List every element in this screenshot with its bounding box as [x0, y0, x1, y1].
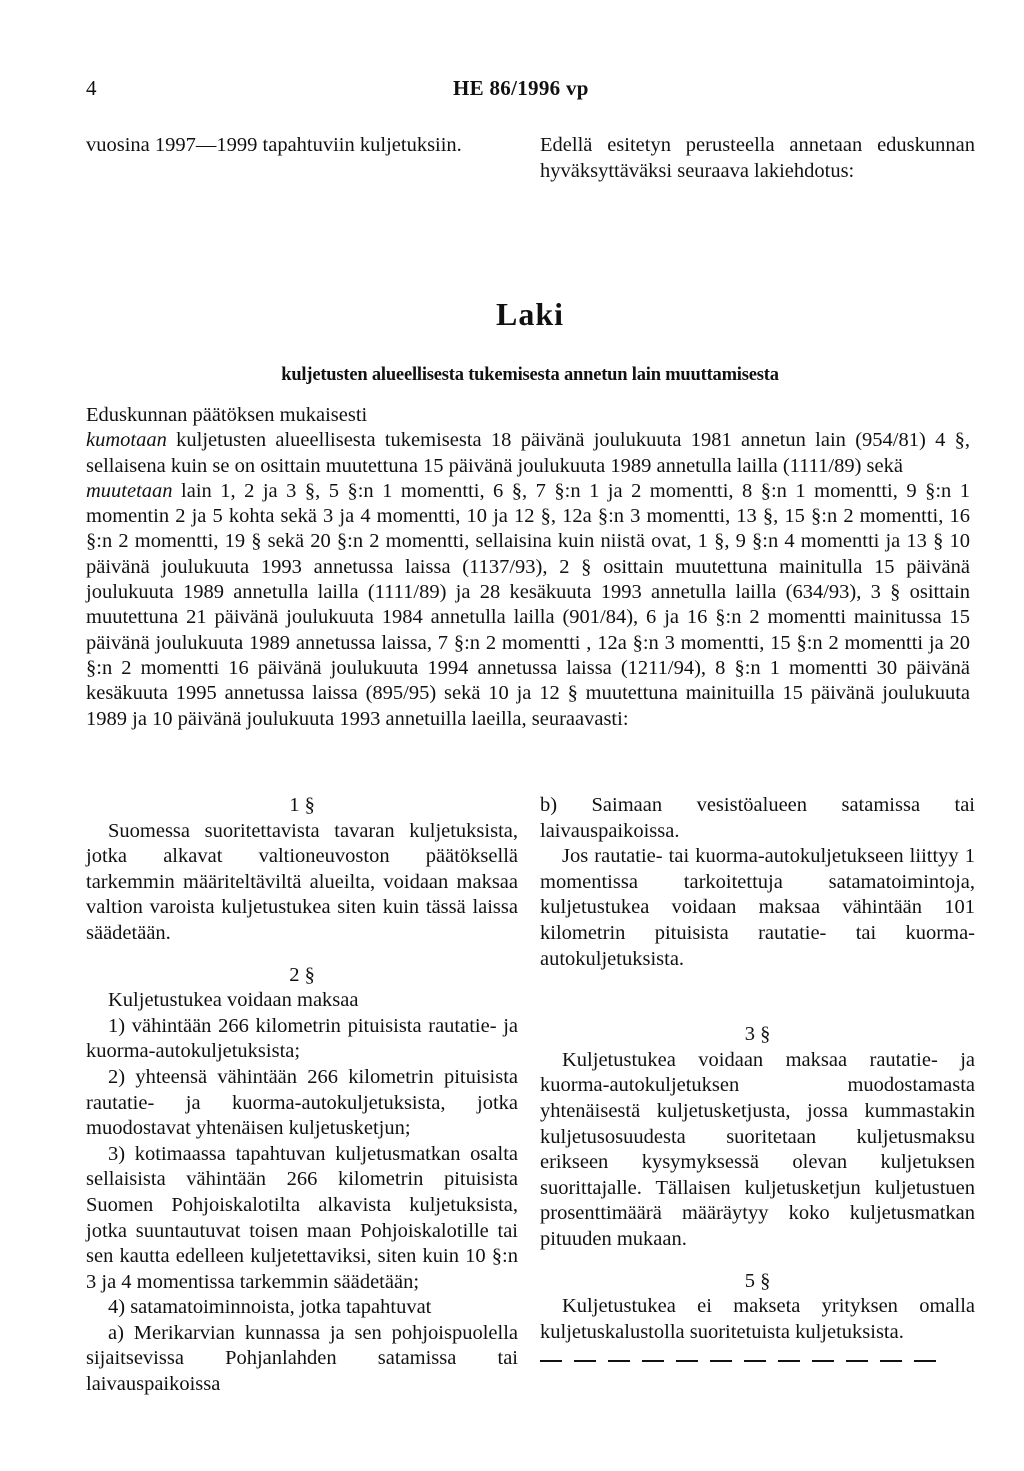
section-2-para-2: Jos rautatie- tai kuorma-autokuljetukseen liittyy 1 momentissa tarkoitettuja satamatoimintoja, kuljetustukea voidaan maksaa vähintään 101 kilometrin pituisista rautatie- tai kuorma-autokuljetuksista. — [540, 845, 975, 970]
preamble-amend — [86, 479, 970, 732]
document-id: HE 86/1996 vp — [453, 76, 589, 100]
section-3-heading: 3 § — [744, 1023, 771, 1046]
amend-text: lain 1, 2 ja 3 §, 5 §:n 1 momentti, 6 §, 7 §:n 1 ja 2 momentti, 8 §:n 1 momentti, 9 §:n 1 momentin 2 ja 5 kohta sekä 3 ja 4 momentti, 10 ja 12 §, 12a §:n 3 momentti, 13 §, 15 §:n 2 momentti, 16 §:n 2 momentti, 19 § sekä 20 §:n 2 momentti, sellaisina kuin niistä ovat, 1 §, 9 §:n 4 momentti ja 13 § 10 päivänä joulukuuta 1993 annetussa laissa (1137/93), 2 § osittain muutettuna mainitulla 15 päivänä joulukuuta 1989 annetulla lailla (1111/89) ja 28 kesäkuuta 1993 annetulla lailla (634/93), 3 § osittain muutettuna 21 päivänä joulukuuta 1984 annetulla lailla (901/84), 6 ja 16 §:n 2 momentti mainitussa 15 päivänä joulukuuta 1989 annetussa laissa, 7 §:n 2 momentti , 12a §:n 3 momentti, 15 §:n 2 momentti ja 20 §:n 2 momentti 16 päivänä joulukuuta 1994 annetussa laissa (1211/94), 8 §:n 1 momentti 30 päivänä kesäkuuta 1995 annetussa laissa (895/95) sekä 10 ja 12 § muutettuna mainituilla 15 päivänä joulukuuta 1989 ja 10 päivänä joulukuuta 1993 annetuilla laeilla, seuraavasti: — [86, 479, 970, 730]
section-1-heading: 1 § — [289, 794, 315, 816]
section-5-heading: 5 § — [744, 1269, 771, 1292]
section-2-item-2: 2) yhteensä vähintään 266 kilometrin pituisista rautatie- ja kuorma-autokuljetuksista, jotka muodostavat yhtenäisen kuljetusketjun; — [86, 1065, 518, 1140]
intro-right-text: Edellä esitetyn perusteella annetaan eduskunnan hyväksyttäväksi seuraava lakiehdotus: — [540, 134, 975, 182]
repeal-keyword: kumotaan — [86, 429, 167, 452]
preamble-enactment: Eduskunnan päätöksen mukaisesti — [86, 404, 368, 426]
law-title: Laki — [495, 296, 565, 332]
section-2-item-4b: b) Saimaan vesistöalueen satamissa tai laivauspaikoissa. — [540, 794, 975, 842]
section-1-text: Suomessa suoritettavista tavaran kuljetuksista, jotka alkavat valtioneuvoston päätöksellä tarkemmin määriteltäviltä alueilta, voidaan maksaa valtion varoista kuljetustukea siten kuin tässä laissa säädetään. — [86, 819, 518, 944]
section-2-heading: 2 § — [289, 963, 315, 986]
preamble — [86, 403, 970, 732]
section-2-intro: Kuljetustukea voidaan maksaa — [108, 989, 359, 1012]
section-2-item-3: 3) kotimaassa tapahtuvan kuljetusmatkan osalta sellaisista vähintään 266 kilometrin pituisista Suomen Pohjoiskalotilta alkavista kuljetuksista, jotka suuntautuvat toisen maan Pohjoiskalotille tai sen kautta edelleen kuljetettaviksi, siten kuin 10 §:n 3 ja 4 momentissa tarkemmin säädetään; — [86, 1142, 518, 1293]
page-number: 4 — [86, 76, 97, 100]
law-subtitle: kuljetusten alueellisesta tukemisesta annetun lain muuttamisesta — [281, 365, 779, 385]
intro-left-text: vuosina 1997—1999 tapahtuviin kuljetuksiin. — [86, 134, 462, 156]
section-3-text: Kuljetustukea voidaan maksaa rautatie- ja kuorma-autokuljetuksen muodostamasta yhtenäisestä kuljetusketjusta, jossa kummastakin kuljetusosuudesta suoritetaan kuljetusmaksu erikseen kysymyksessä olevan kuljetuksen suorittajalle. Tällaisen kuljetusketjun kuljetustuen prosenttimäärä määräytyy koko kuljetusmatkan pituuden mukaan. — [540, 1048, 975, 1250]
body-right-column — [540, 793, 975, 1359]
section-5-text: Kuljetustukea ei makseta yrityksen omalla kuljetuskalustolla suoritetuista kuljetuksista. — [540, 1295, 975, 1343]
amend-keyword: muutetaan — [86, 479, 173, 502]
section-2-item-1: 1) vähintään 266 kilometrin pituisista rautatie- ja kuorma-autokuljetuksista; — [86, 1014, 518, 1063]
section-2-item-4a: a) Merikarvian kunnassa ja sen pohjoispuolella sijaitsevissa Pohjanlahden satamissa tai laivauspaikoissa — [86, 1321, 518, 1396]
preamble-repeal — [86, 428, 970, 479]
omission-dashes — [540, 1347, 975, 1359]
section-2-item-4: 4) satamatoiminnoista, jotka tapahtuvat — [108, 1296, 432, 1319]
body-left-column — [86, 793, 518, 1398]
repeal-text: kuljetusten alueellisesta tukemisesta 18 päivänä joulukuuta 1981 annetun lain (954/81) 4 §, sellaisena kuin se on osittain muutettuna 15 päivänä joulukuuta 1989 annetulla lailla (1111/89) sekä — [86, 429, 970, 477]
